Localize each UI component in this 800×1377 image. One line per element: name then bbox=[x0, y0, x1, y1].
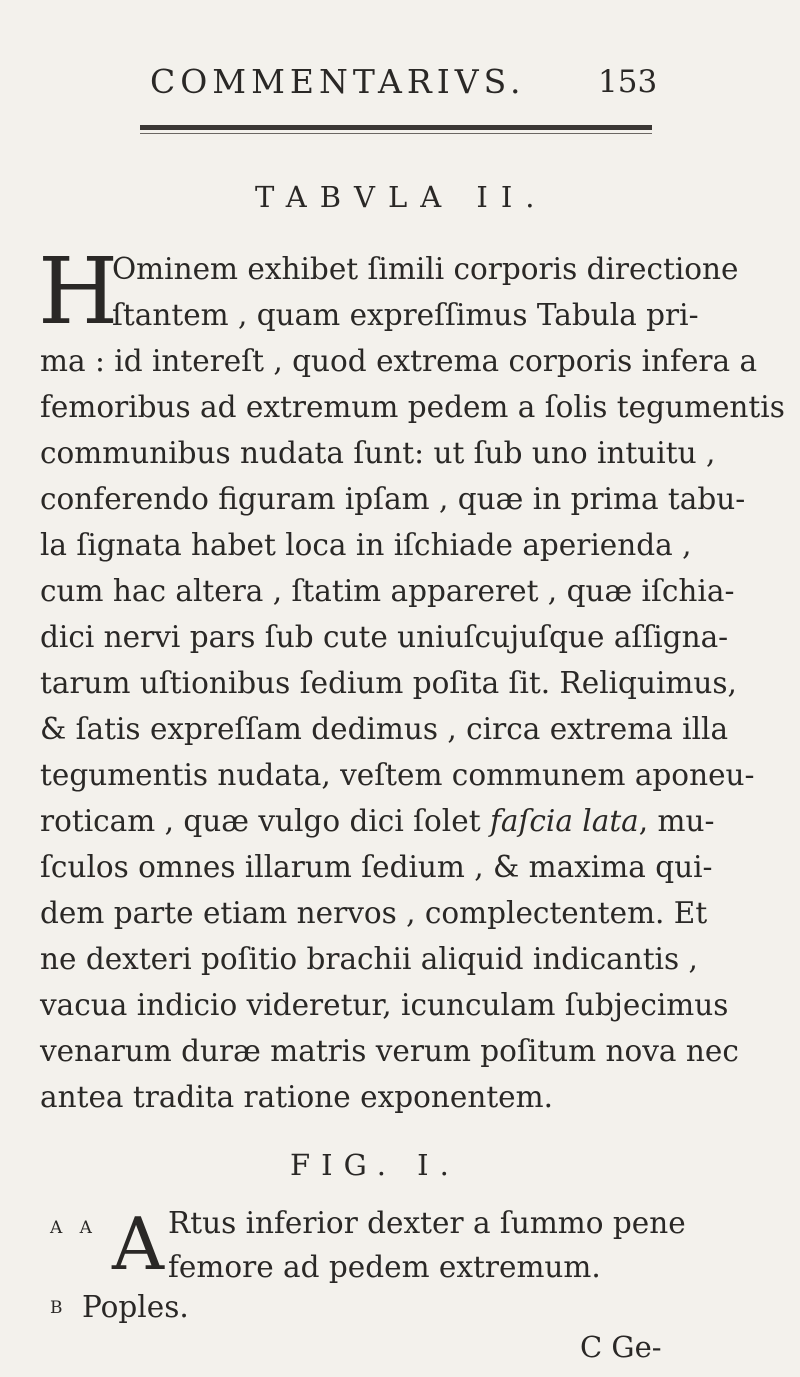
catchword: C Ge- bbox=[580, 1330, 662, 1364]
text-line-18: venarum duræ matris verum poſitum nova nec bbox=[40, 1034, 739, 1068]
text-line-6: conferendo figuram ipſam , quæ in prima tabu- bbox=[40, 482, 746, 516]
text-line-4: femoribus ad extremum pedem a ſolis tegumentis bbox=[40, 390, 785, 424]
header-rule bbox=[140, 125, 652, 130]
legend-aa-line-1: Rtus inferior dexter a ſummo pene bbox=[168, 1206, 686, 1240]
legend-key-aa: A A bbox=[50, 1218, 98, 1238]
text-line-1: Ominem exhibet ſimili corporis directione bbox=[112, 252, 739, 286]
legend-key-b: B bbox=[50, 1298, 69, 1318]
text-line-9: dici nervi pars ſub cute uniuſcujuſque aſſigna- bbox=[40, 620, 729, 654]
text-line-10: tarum uſtionibus ſedium poſita ſit. Reliquimus, bbox=[40, 666, 737, 700]
text-line-13 bbox=[40, 804, 714, 838]
page-number: 153 bbox=[598, 64, 658, 100]
figure-title: FIG. I. bbox=[290, 1148, 460, 1182]
text-line-5: communibus nudata ſunt: ut ſub uno intuitu , bbox=[40, 436, 716, 470]
text-line-13-end: , mu- bbox=[638, 804, 715, 838]
text-line-2: ſtantem , quam expreſſimus Tabula pri- bbox=[112, 298, 699, 332]
text-line-3: ma : id intereſt , quod extrema corporis infera a bbox=[40, 344, 758, 378]
header-rule-thin bbox=[140, 133, 652, 134]
legend-aa-line-2: femore ad pedem extremum. bbox=[168, 1250, 601, 1284]
text-line-15: dem parte etiam nervos , complectentem. Et bbox=[40, 896, 708, 930]
text-line-16: ne dexteri poſitio brachii aliquid indicantis , bbox=[40, 942, 698, 976]
text-line-13-start: roticam , quæ vulgo dici ſolet bbox=[40, 804, 481, 838]
legend-b-text: Poples. bbox=[82, 1290, 189, 1324]
text-line-7: la ſignata habet loca in iſchiade aperienda , bbox=[40, 528, 692, 562]
text-line-19: antea tradita ratione exponentem. bbox=[40, 1080, 553, 1114]
text-line-17: vacua indicio videretur, icunculam ſubjecimus bbox=[40, 988, 729, 1022]
drop-cap: H bbox=[38, 238, 119, 345]
running-head: COMMENTARIVS. bbox=[150, 62, 526, 101]
text-line-14: ſculos omnes illarum ſedium , & maxima qui- bbox=[40, 850, 713, 884]
legend-drop-cap: A bbox=[112, 1202, 164, 1286]
section-title: TABVLA II. bbox=[255, 180, 548, 214]
text-line-11: & ſatis expreſſam dedimus , circa extrema illa bbox=[40, 712, 729, 746]
text-line-8: cum hac altera , ſtatim appareret , quæ iſchia- bbox=[40, 574, 735, 608]
italic-phrase: faſcia lata bbox=[489, 804, 639, 838]
text-line-12: tegumentis nudata, veſtem communem aponeu- bbox=[40, 758, 755, 792]
